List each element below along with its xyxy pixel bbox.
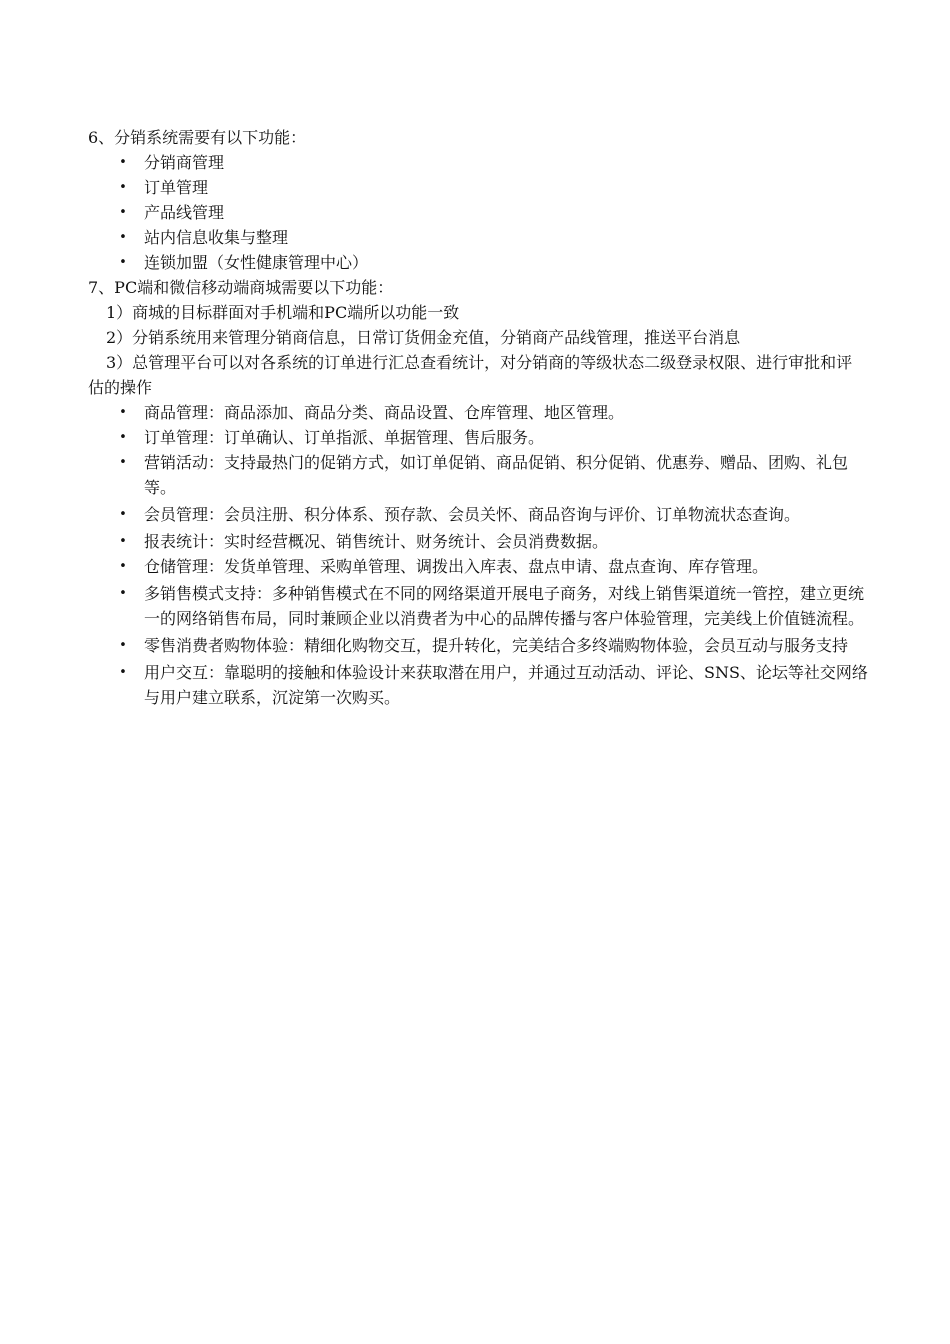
list-item-text: 站内信息收集与整理 — [144, 228, 289, 247]
list-item-text: 订单管理 — [144, 178, 209, 197]
section-7-heading: 7、PC端和微信移动端商城需要以下功能： — [88, 278, 394, 297]
section-7-paragraph-2: 2）分销系统用来管理分销商信息，日常订货佣金充值，分销商产品线管理，推送平台消息 — [106, 328, 741, 347]
section-7-paragraph-1: 1）商城的目标群面对手机端和PC端所以功能一致 — [106, 303, 460, 322]
bullet-icon: • — [119, 507, 127, 522]
list-item — [88, 400, 868, 425]
document-body — [88, 125, 868, 712]
list-item — [88, 425, 868, 450]
list-item-text: 报表统计：实时经营概况、销售统计、财务统计、会员消费数据。 — [144, 532, 609, 551]
list-item-text: 营销活动：支持最热门的促销方式，如订单促销、商品促销、积分促销、优惠券、赠品、团购、礼包等。 — [144, 453, 849, 497]
list-item — [88, 250, 868, 275]
list-item-text: 分销商管理 — [144, 153, 225, 172]
bullet-icon: • — [119, 638, 127, 653]
bullet-icon: • — [119, 205, 127, 220]
list-item-text: 零售消费者购物体验：精细化购物交互，提升转化，完美结合多终端购物体验，会员互动与服务支持 — [144, 636, 849, 655]
bullet-icon: • — [119, 255, 127, 270]
bullet-icon: • — [119, 230, 127, 245]
section-6-list — [88, 150, 868, 275]
bullet-icon: • — [119, 665, 127, 680]
bullet-icon: • — [119, 430, 127, 445]
bullet-icon: • — [119, 534, 127, 549]
list-item-text: 商品管理：商品添加、商品分类、商品设置、仓库管理、地区管理。 — [144, 403, 625, 422]
list-item — [88, 200, 868, 225]
list-item-text: 仓储管理：发货单管理、采购单管理、调拨出入库表、盘点申请、盘点查询、库存管理。 — [144, 557, 769, 576]
list-item — [88, 581, 868, 631]
list-item — [88, 554, 868, 579]
list-item-text: 用户交互：靠聪明的接触和体验设计来获取潜在用户，并通过互动活动、评论、SNS、论坛等社交网络与用户建立联系，沉淀第一次购买。 — [144, 663, 868, 707]
bullet-icon: • — [119, 180, 127, 195]
list-item — [88, 529, 868, 554]
bullet-icon: • — [119, 559, 127, 574]
list-item — [88, 633, 868, 658]
list-item-text: 产品线管理 — [144, 203, 225, 222]
list-item — [88, 502, 868, 527]
section-6-heading: 6、分销系统需要有以下功能： — [88, 128, 307, 147]
bullet-icon: • — [119, 155, 127, 170]
list-item-text: 连锁加盟（女性健康管理中心） — [144, 253, 369, 272]
list-item — [88, 175, 868, 200]
list-item-text: 多销售模式支持：多种销售模式在不同的网络渠道开展电子商务，对线上销售渠道统一管控，建立更统一的网络销售布局，同时兼顾企业以消费者为中心的品牌传播与客户体验管理，完美线上价值链流程。 — [144, 584, 865, 628]
bullet-icon: • — [119, 405, 127, 420]
bullet-icon: • — [119, 586, 127, 601]
bullet-icon: • — [119, 455, 127, 470]
section-7-paragraph-3: 3）总管理平台可以对各系统的订单进行汇总查看统计，对分销商的等级状态二级登录权限、进行审批和评估的操作 — [88, 353, 853, 397]
list-item — [88, 150, 868, 175]
section-7-list — [88, 400, 868, 710]
list-item — [88, 225, 868, 250]
list-item-text: 会员管理：会员注册、积分体系、预存款、会员关怀、商品咨询与评价、订单物流状态查询。 — [144, 505, 801, 524]
list-item — [88, 660, 868, 710]
list-item-text: 订单管理：订单确认、订单指派、单据管理、售后服务。 — [144, 428, 545, 447]
list-item — [88, 450, 868, 500]
